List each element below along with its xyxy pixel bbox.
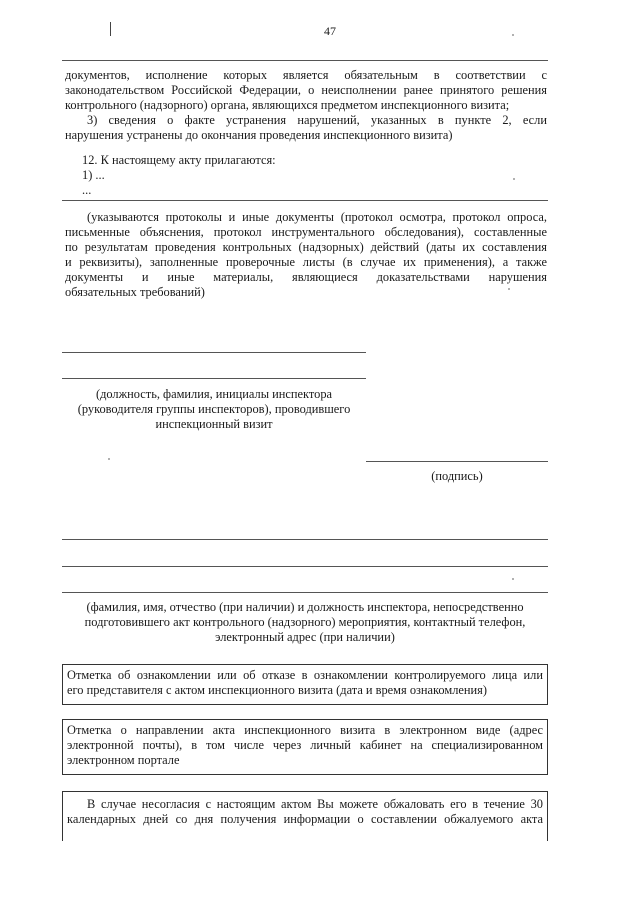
signature-line [366,461,548,462]
preparer-caption-line: (фамилия, имя, отчество (при наличии) и должность инспектора, непосредственно [86,600,524,614]
header-rule [62,60,548,61]
electronic-line: электронном портале [67,753,180,767]
electronic-delivery-box [62,719,548,775]
preparer-line-3 [62,592,548,593]
preparer-line-1 [62,539,548,540]
intro-line: законодательством Российской Федерации, о неисполнении ранее принятого решения [65,83,547,97]
attachment-item-1: 1) ... [82,168,105,182]
intro-line: документов, исполнение которых является обязательным в соответствии с [65,68,547,82]
note-line: документы и иные материалы, являющиеся доказательствами нарушения [65,270,547,284]
margin-mark [110,22,111,36]
acquaintance-line: его представителя с актом инспекционного визита (дата и время ознакомления) [67,683,488,697]
intro-line: контрольного (надзорного) органа, являющихся предметом инспекционного визита; [65,98,510,112]
inspector-caption-line: (руководителя группы инспекторов), проводившего [77,402,351,416]
acquaintance-box [62,664,548,705]
appeal-line: В случае несогласия с настоящим актом Вы можете обжаловать его в течение 30 [87,797,543,811]
preparer-caption-line: электронный адрес (при наличии) [215,630,395,644]
attachment-item-more: ... [82,183,92,197]
intro-line: 3) сведения о факте устранения нарушений, указанных в пункте 2, если [87,113,547,127]
note-line: письменные объяснения, протокол инструментального обследования), составленные [65,225,547,239]
note-line: (указываются протоколы и иные документы (протокол осмотра, протокол опроса, [87,210,547,224]
scan-speck [508,288,510,290]
acquaintance-line: Отметка об ознакомлении или об отказе в ознакомлении контролируемого лица или [67,668,543,682]
inspector-caption-line: (должность, фамилия, инициалы инспектора [95,387,333,401]
electronic-line: электронной почты), в том числе через личный кабинет на специализированном [67,738,543,752]
scan-speck [512,34,514,36]
preparer-line-2 [62,566,548,567]
scan-speck [108,458,110,460]
attachments-fill-line [62,200,548,201]
attachments-heading: 12. К настоящему акту прилагаются: [82,153,276,167]
scan-speck [512,578,514,580]
page-number: 47 [324,24,336,38]
note-line: обязательных требований) [65,285,205,299]
inspector-caption-line: инспекционный визит [155,417,273,431]
inspector-line-2 [62,378,366,379]
inspector-line-1 [62,352,366,353]
intro-line: нарушения устранены до окончания проведения инспекционного визита) [65,128,453,142]
note-line: по результатам проведения контрольных (надзорных) действий (даты их составления [65,240,547,254]
preparer-caption-line: подготовившего акт контрольного (надзорного) мероприятия, контактный телефон, [84,615,526,629]
scan-speck [513,178,515,180]
appeal-line: календарных дней со дня получения информации о составлении обжалуемого акта [67,812,543,826]
signature-caption: (подпись) [431,469,483,483]
appeal-box [62,791,548,841]
note-line: и реквизиты), заполненные проверочные листы (в случае их применения), а также [65,255,547,269]
electronic-line: Отметка о направлении акта инспекционного визита в электронном виде (адрес [67,723,543,737]
